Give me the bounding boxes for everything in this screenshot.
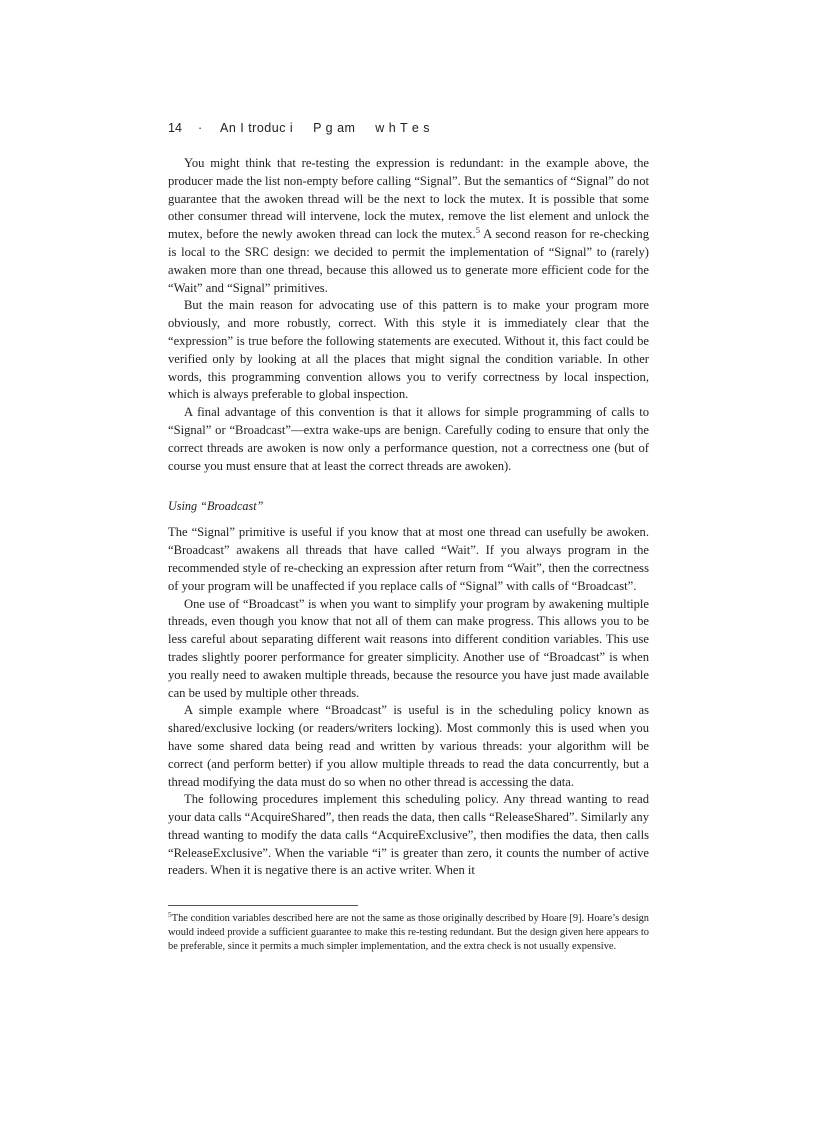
- paragraph: [168, 155, 649, 297]
- footnote: [168, 912, 649, 953]
- section-heading: Using “Broadcast”: [168, 499, 264, 514]
- header-separator: ·: [198, 121, 203, 135]
- page-number: 14: [168, 121, 182, 135]
- paragraph: But the main reason for advocating use of this pattern is to make your program more obviously, and more robustly, correct. With this style it is immediately clear that the “expression” is true before the following statements are executed. Without it, this fact could be verified only by looking at all the places that might signal the condition variable. In other words, this programming convention allows you to verify correctness by local inspection, which is always preferable to global inspection.: [168, 298, 649, 402]
- body-text: [168, 155, 649, 880]
- paragraph-text: A second reason for re-checking is local to the SRC design: we decided to permit the implementation of “Signal” to (rarely) awaken more than one thread, because this allowed us to generate more efficient code for the “Wait” and “Signal” primitives.: [168, 227, 650, 295]
- footnote-text: The condition variables described here are not the same as those originally described by Hoare [9]. Hoare’s design would indeed provide a sufficient guarantee to make this re-testing redundant. But the design given here appears to be preferable, since it permits a much simpler implementation, and the extra check is not usually expensive.: [168, 913, 649, 952]
- footnote-ref: 5: [475, 225, 480, 236]
- paragraph: A simple example where “Broadcast” is useful is in the scheduling policy known as shared/exclusive locking (or readers/writers locking). Most commonly this is used when you have some shared data being read and written by various threads: your algorithm will be correct (and perform better) if you allow multiple threads to read the data concurrently, but a thread modifying the data must do so when no other thread is accessing the data.: [168, 703, 649, 789]
- paragraph: One use of “Broadcast” is when you want to simplify your program by awakening multiple threads, even though you know that not all of them can make progress. This allows you to be less careful about separating different wait reasons into different condition variables. This use trades slightly poorer performance for greater simplicity. Another use of “Broadcast” is when you really need to awaken multiple threads, because the resource you have just made available can be used by multiple other threads.: [168, 596, 649, 700]
- paragraph-text: You might think that re-testing the expression is redundant: in the example above, the producer made the list non-empty before calling “Signal”. But the semantics of “Signal” do not guarantee that the awoken thread will be the next to lock the mutex. It is possible that some other consumer thread will intervene, lock the mutex, remove the list element and unlock the mutex, before the newly awoken thread can lock the mutex.: [168, 156, 649, 242]
- paragraph: The following procedures implement this scheduling policy. Any thread wanting to read your data calls “AcquireShared”, then reads the data, then calls “ReleaseShared”. Similarly any thread wanting to modify the data calls “AcquireExclusive”, then modifies the data, then calls “ReleaseExclusive”. When the variable “i” is greater than zero, it counts the number of active readers. When it is negative there is an active writer. When it: [168, 792, 649, 878]
- paragraph: The “Signal” primitive is useful if you know that at most one thread can usefully be awoken. “Broadcast” awakens all threads that have called “Wait”. If you always program in the recommended style of re-checking an expression after return from “Wait”, then the correctness of your program will be unaffected if you replace calls of “Signal” with calls of “Broadcast”.: [168, 525, 649, 593]
- footnote-marker: 5: [168, 910, 172, 919]
- running-header: [168, 121, 649, 135]
- footnote-rule: [168, 905, 358, 906]
- paragraph: A final advantage of this convention is that it allows for simple programming of calls to “Signal” or “Broadcast”—extra wake-ups are benign. Carefully coding to ensure that only the correct threads are awoken is now only a performance question, not a correctness one (but of course you must ensure that at least the correct threads are awoken).: [168, 405, 649, 473]
- running-title: An I troduc i P g am w h T e s: [220, 121, 431, 135]
